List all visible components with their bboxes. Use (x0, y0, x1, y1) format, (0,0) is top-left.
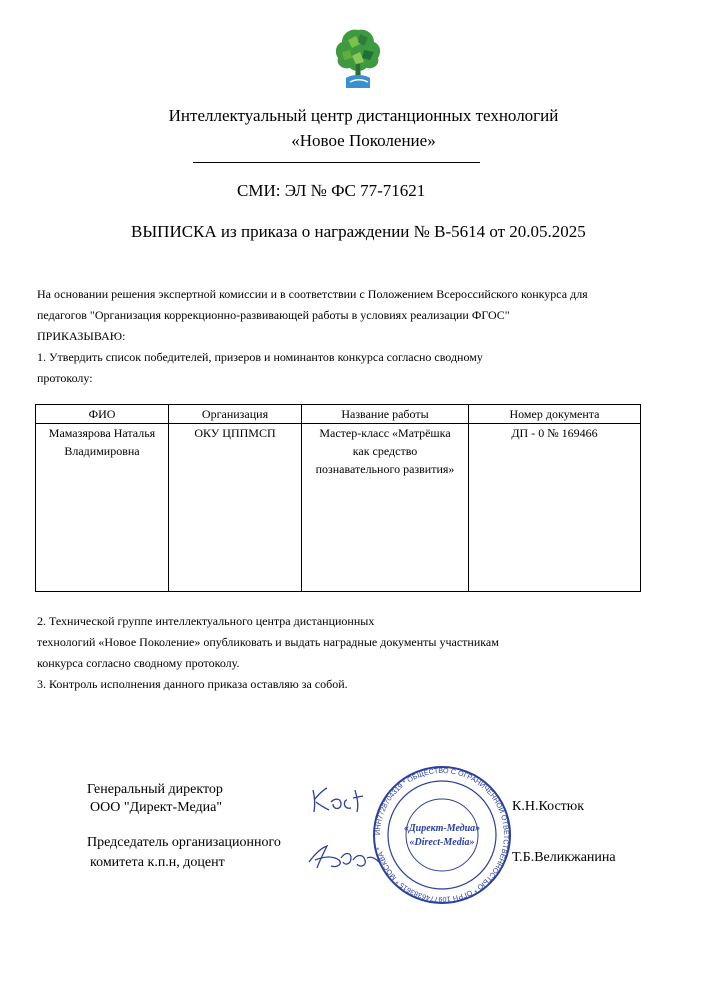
divider (193, 162, 480, 163)
order-line: 2. Технической группе интеллектуального центра дистанционных (37, 614, 375, 628)
intro-line: ПРИКАЗЫВАЮ: (37, 329, 126, 343)
order-line: 3. Контроль исполнения данного приказа оставляю за собой. (37, 677, 348, 691)
director-signature (307, 780, 387, 820)
cell-organization: ОКУ ЦППМСП (169, 424, 302, 592)
director-org: ООО "Директ-Медиа" (90, 800, 223, 815)
intro-line: педагогов "Организация коррекционно-развивающей работы в условиях реализации ФГОС" (37, 308, 510, 322)
stamp-ring-text: ИНН7728704319 * ОБЩЕСТВО С ОГРАНИЧЕННОЙ ОТВЕТСТВЕННОСТЬЮ * ОГРН 1097746383615 * МОСКВА * (372, 765, 512, 905)
cell-work-title: Мастер-класс «Матрёшка как средство познавательного развития» (302, 424, 469, 592)
chair-name: Т.Б.Великжанина (512, 850, 616, 865)
column-header: Номер документа (469, 405, 641, 424)
org-title: Интеллектуальный центр дистанционных технологий (168, 106, 559, 125)
tree-logo-icon (328, 22, 388, 94)
intro-line: 1. Утвердить список победителей, призеров и номинантов конкурса согласно сводному (37, 350, 483, 364)
stamp-center-ru: «Директ-Медиа» (403, 823, 481, 834)
director-name: К.Н.Костюк (512, 799, 585, 814)
order-line: технологий «Новое Поколение» опубликовать и выдать наградные документы участникам (37, 635, 499, 649)
column-header: Организация (169, 405, 302, 424)
stamp-center-en: «Direct-Media» (409, 837, 475, 848)
document-heading: ВЫПИСКА из приказа о награждении № В-5614 от 20.05.2025 (131, 222, 586, 241)
cell-document-number: ДП - 0 № 169466 (469, 424, 641, 592)
intro-line: протоколу: (37, 371, 93, 385)
table-row (36, 424, 641, 592)
intro-line: На основании решения экспертной комиссии и в соответствии с Положением Всероссийского конкурса для (37, 287, 588, 301)
director-title: Генеральный директор (87, 782, 223, 797)
chair-org: комитета к.п.н, доцент (90, 855, 225, 870)
chair-signature (305, 838, 385, 874)
winners-table (35, 404, 641, 592)
org-name: «Новое Поколение» (291, 131, 436, 150)
order-paragraph (37, 611, 499, 695)
column-header: Название работы (302, 405, 469, 424)
table-header-row (36, 405, 641, 424)
cell-fio: Мамазярова Наталья Владимировна (36, 424, 169, 592)
smi-registration: СМИ: ЭЛ № ФС 77-71621 (237, 181, 426, 200)
column-header: ФИО (36, 405, 169, 424)
order-line: конкурса согласно сводному протоколу. (37, 656, 240, 670)
chair-title: Председатель организационного (87, 835, 281, 850)
intro-paragraph (37, 284, 588, 389)
